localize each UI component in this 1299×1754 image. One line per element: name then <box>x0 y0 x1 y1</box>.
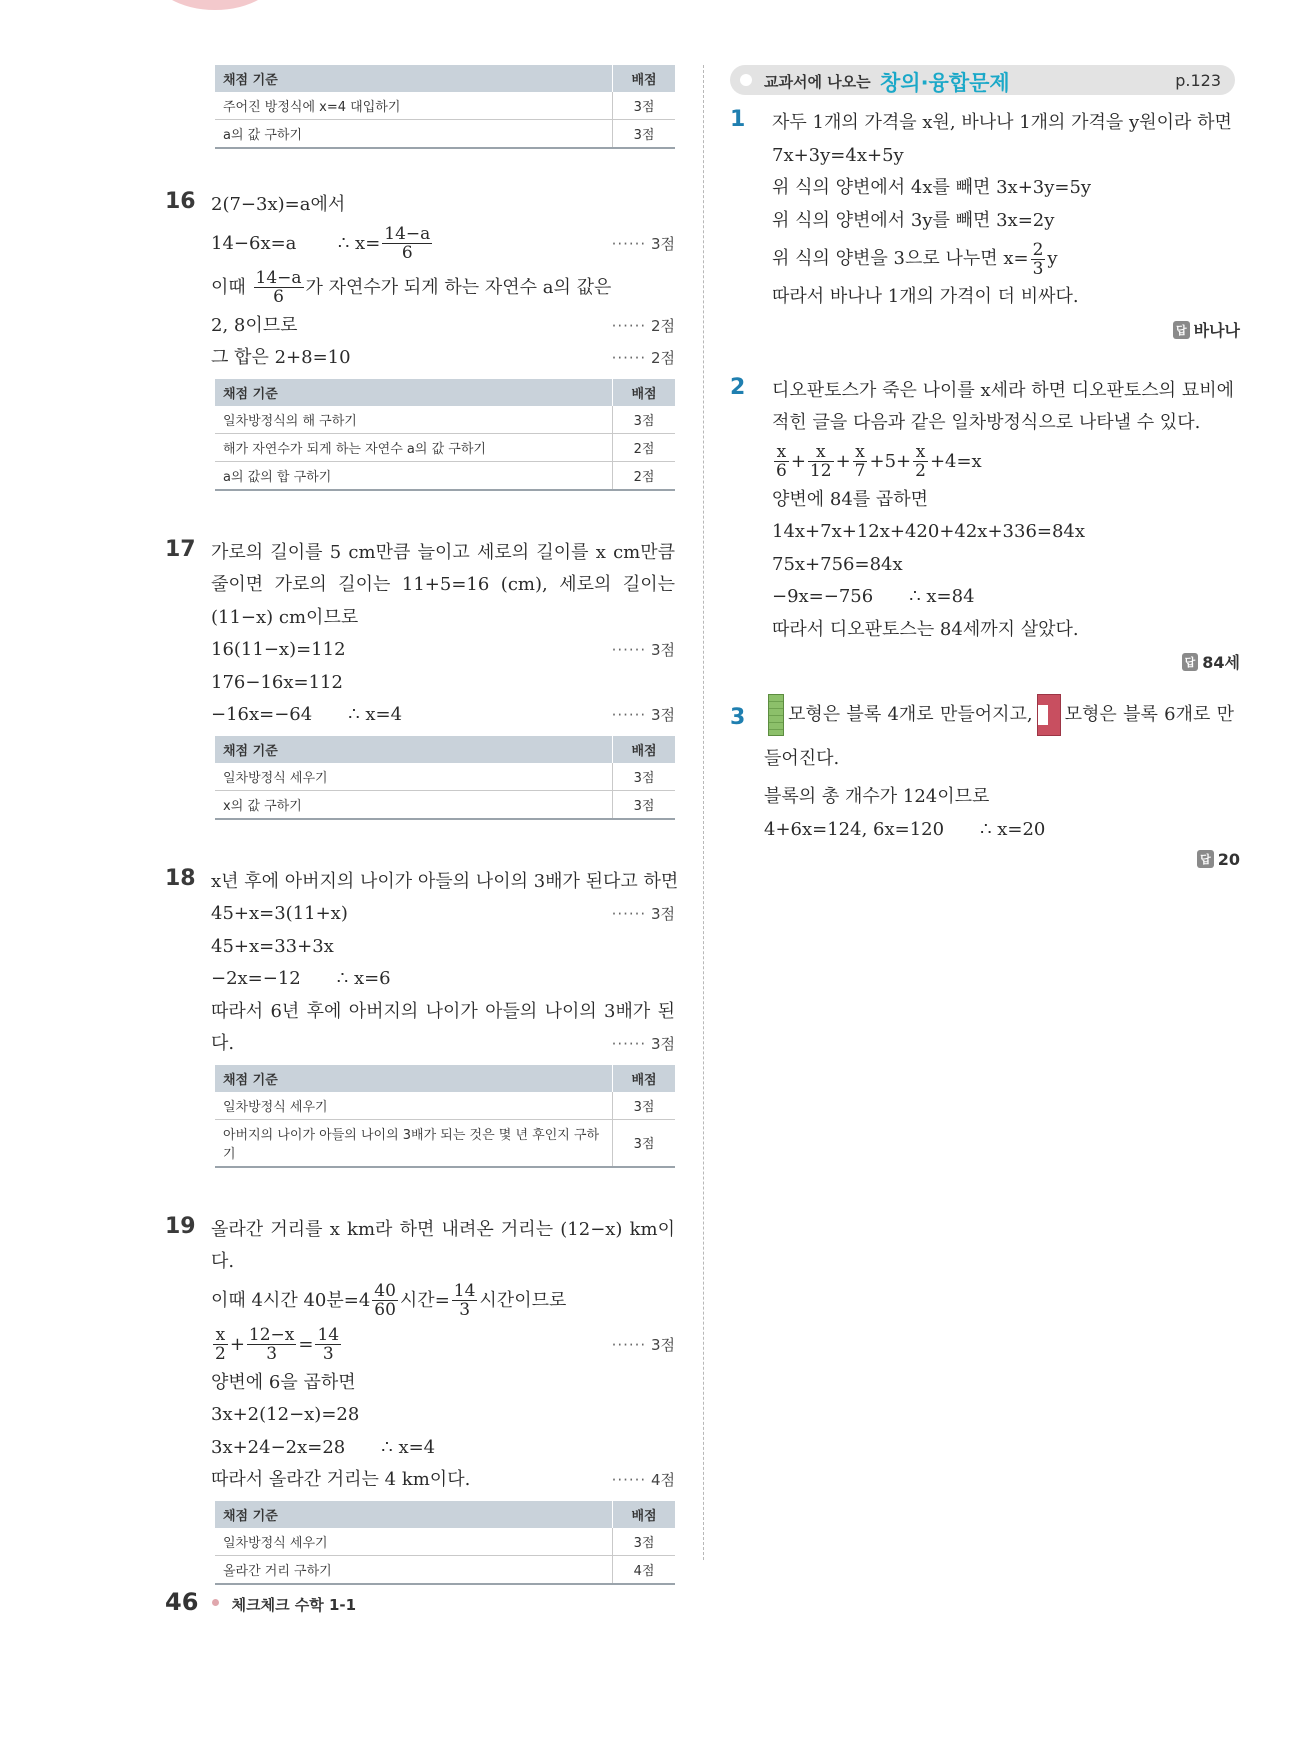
table-header: 채점 기준 <box>215 379 613 406</box>
scoring-table-15 <box>215 65 675 149</box>
table-row <box>215 790 675 819</box>
solution-line <box>772 614 1234 647</box>
section-banner <box>730 65 1235 95</box>
table-cell: 3점 <box>613 1092 676 1120</box>
line-text: 16(11−x)=112 <box>211 639 346 660</box>
points-label: ······ 3점 <box>611 1035 675 1053</box>
table-cell: 해가 자연수가 되게 하는 자연수 a의 값 구하기 <box>215 433 613 461</box>
line-text: 14−6x=a <box>211 232 297 254</box>
answer-text: 바나나 <box>1193 320 1240 340</box>
problem-3 <box>730 693 1240 869</box>
bullet-icon <box>740 74 752 86</box>
solution-line <box>211 898 675 931</box>
table-cell: x의 값 구하기 <box>215 790 613 819</box>
table-cell: 일차방정식 세우기 <box>215 1528 613 1556</box>
problem-number: 3 <box>730 705 746 730</box>
line-text: 양변에 6을 곱하면 <box>211 1371 356 1393</box>
points-label: ······ 3점 <box>611 706 675 724</box>
problem-number: 19 <box>165 1213 196 1239</box>
table-row <box>215 120 675 149</box>
scoring-table-17 <box>215 736 675 820</box>
page-number: 46 <box>165 1588 199 1616</box>
table-cell: 일차방정식 세우기 <box>215 763 613 791</box>
table-cell: 3점 <box>613 92 676 120</box>
table-cell: 3점 <box>613 120 676 149</box>
solution-line <box>772 549 1234 582</box>
solution-line <box>211 189 675 222</box>
table-cell: 3점 <box>613 1119 676 1167</box>
table-cell: 3점 <box>613 790 676 819</box>
answer-text: 84세 <box>1202 653 1240 672</box>
problem-number: 17 <box>165 536 196 562</box>
table-cell: 2점 <box>613 433 676 461</box>
table-cell: 3점 <box>613 406 676 434</box>
solution-line <box>211 310 675 343</box>
points-label: ······ 3점 <box>611 234 675 253</box>
book-title: 체크체크 수학 1-1 <box>231 1596 357 1614</box>
scoring-table-19 <box>215 1501 675 1585</box>
table-cell: 일차방정식 세우기 <box>215 1092 613 1120</box>
line-text: 176−16x=112 <box>211 671 343 693</box>
solution-line <box>211 699 675 732</box>
table-row <box>215 1555 675 1584</box>
line-text: 4+6x=124, 6x=120 <box>764 818 945 840</box>
answer <box>730 650 1240 673</box>
line-text: 따라서 바나나 1개의 가격이 더 비싸다. <box>772 286 1079 307</box>
problem-number: 1 <box>730 107 746 132</box>
problem-number: 18 <box>165 865 196 891</box>
line-text: 3x+2(12−x)=28 <box>211 1404 360 1425</box>
solution-line <box>772 237 1234 281</box>
answer <box>730 318 1240 341</box>
solution-line <box>211 866 679 899</box>
line-text: 자두 1개의 가격을 x원, 바나나 1개의 가격을 y원이라 하면 <box>772 112 1232 133</box>
line-text: +4=x <box>929 450 982 472</box>
table-header: 채점 기준 <box>215 736 613 763</box>
answer-tag: 답 <box>1173 321 1190 339</box>
answer <box>730 850 1240 869</box>
solution-line <box>772 581 1234 614</box>
solution-line <box>211 1323 675 1367</box>
scoring-table-16 <box>215 379 675 491</box>
points-label: ······ 3점 <box>611 641 675 659</box>
line-text: 위 식의 양변에서 4x를 빼면 3x+3y=5y <box>772 177 1092 198</box>
points-label: ······ 2점 <box>611 349 675 367</box>
line-text: −2x=−12 <box>211 968 301 989</box>
line-text: + <box>835 450 851 472</box>
line-text: 2, 8이므로 <box>211 314 298 336</box>
solution-line <box>764 781 1234 814</box>
solution-line <box>211 667 675 700</box>
fraction: $\frac{x}{6}$ <box>776 442 787 481</box>
table-row <box>215 461 675 490</box>
table-cell: 2점 <box>613 461 676 490</box>
line-text: 위 식의 양변에서 3y를 빼면 3x=2y <box>772 209 1055 231</box>
table-header: 배점 <box>613 1065 676 1092</box>
line-text: 따라서 올라간 거리는 4 km이다. <box>211 1469 471 1490</box>
problem-19 <box>165 1214 685 1585</box>
problem-2 <box>730 375 1240 674</box>
line-text: ∴ x= <box>337 232 381 254</box>
solution-line <box>772 107 1234 140</box>
solution-line <box>211 266 675 310</box>
table-row <box>215 1119 675 1167</box>
fraction: $\frac{x}{2}$ <box>215 1325 226 1364</box>
banner-prefix: 교과서에 나오는 <box>764 73 871 91</box>
line-text: x년 후에 아버지의 나이가 아들의 나이의 3배가 된다고 하면 <box>211 870 679 892</box>
problem-18 <box>165 866 685 1168</box>
line-text: 모형은 블록 4개로 만들어지고, <box>788 704 1033 725</box>
solution-line <box>772 172 1234 205</box>
solution-line <box>211 342 675 375</box>
table-cell: a의 값 구하기 <box>215 120 613 149</box>
table-cell: 4점 <box>613 1555 676 1584</box>
solution-line <box>211 963 675 996</box>
table-cell: 아버지의 나이가 아들의 나이의 3배가 되는 것은 몇 년 후인지 구하기 <box>215 1119 613 1167</box>
line-text: 이때 <box>211 276 246 298</box>
points-label: ······ 3점 <box>611 905 675 923</box>
solution-line <box>764 693 1234 781</box>
line-text: 2(7−3x)=a에서 <box>211 194 346 215</box>
line-text: + <box>229 1333 245 1355</box>
table-cell: 3점 <box>613 763 676 791</box>
green-block-model-icon <box>768 694 784 736</box>
line-text: 블록의 총 개수가 124이므로 <box>764 786 990 807</box>
solution-line <box>772 281 1234 314</box>
line-text: y <box>1047 248 1058 269</box>
fraction: $\frac{14-a}{6}$ <box>255 268 302 307</box>
problem-number: 2 <box>730 374 746 400</box>
solution-line <box>211 537 675 635</box>
solution-line <box>211 1367 675 1400</box>
line-text: 75x+756=84x <box>772 553 903 575</box>
corner-decoration <box>150 0 280 10</box>
table-cell: 일차방정식의 해 구하기 <box>215 406 613 434</box>
fraction: $\frac{x}{12}$ <box>809 442 832 481</box>
table-row <box>215 433 675 461</box>
line-text: 따라서 디오판토스는 84세까지 살았다. <box>772 618 1079 640</box>
solution-line <box>211 222 675 266</box>
solution-line <box>211 1399 675 1432</box>
solution-line <box>211 1464 675 1497</box>
line-text: 45+x=33+3x <box>211 935 334 957</box>
line-text: 45+x=3(11+x) <box>211 903 348 924</box>
solution-line <box>211 1214 675 1279</box>
right-column <box>730 65 1240 869</box>
problem-16 <box>165 189 685 491</box>
line-text: 가 자연수가 되게 하는 자연수 a의 값은 <box>305 276 612 298</box>
page-reference: p.123 <box>1175 71 1221 90</box>
line-text: + <box>790 450 806 472</box>
line-text: ∴ x=84 <box>909 586 975 607</box>
solution-line <box>772 375 1234 440</box>
line-text: 모형은 블록 6개로 만들어진다. <box>764 704 1234 769</box>
table-header: 채점 기준 <box>215 1065 613 1092</box>
column-divider <box>703 65 704 1560</box>
table-header: 배점 <box>613 379 676 406</box>
table-row <box>215 92 675 120</box>
table-header: 배점 <box>613 736 676 763</box>
fraction: $\frac{x}{7}$ <box>854 442 866 481</box>
solution-line <box>772 205 1234 238</box>
line-text: ∴ x=20 <box>980 818 1046 840</box>
line-text: ∴ x=6 <box>336 968 391 989</box>
line-text: 양변에 84를 곱하면 <box>772 488 929 510</box>
line-text: 위 식의 양변을 3으로 나누면 x= <box>772 248 1029 269</box>
table-row <box>215 763 675 791</box>
line-text: +5+ <box>869 450 912 472</box>
table-cell: 3점 <box>613 1528 676 1556</box>
answer-tag: 답 <box>1197 850 1214 868</box>
solution-line <box>772 140 1234 173</box>
fraction: $\frac{14}{3}$ <box>317 1325 340 1364</box>
solution-line <box>211 931 675 964</box>
points-label: ······ 2점 <box>611 316 675 335</box>
scoring-table-18 <box>215 1065 675 1168</box>
line-text: = <box>298 1333 314 1355</box>
banner-title: 창의·융합문제 <box>880 71 1010 95</box>
line-text: ∴ x=4 <box>381 1436 436 1458</box>
footer-dot-icon <box>212 1599 219 1606</box>
fraction: $\frac{14-a}{6}$ <box>384 224 431 263</box>
table-header: 배점 <box>613 1501 676 1528</box>
line-text: 14x+7x+12x+420+42x+336=84x <box>772 521 1086 542</box>
line-text: 올라간 거리를 x km라 하면 내려온 거리는 (12−x) km이다. <box>211 1218 675 1272</box>
line-text: 3x+24−2x=28 <box>211 1436 346 1458</box>
line-text: 가로의 길이를 5 cm만큼 늘이고 세로의 길이를 x cm만큼 줄이면 가로의 길이는 11+5=16 (cm), 세로의 길이는 (11−x) cm이므로 <box>211 541 675 628</box>
line-text: 시간= <box>399 1289 450 1311</box>
solution-line <box>772 484 1234 517</box>
solution-line <box>764 814 1234 847</box>
line-text: 디오판토스가 죽은 나이를 x세라 하면 디오판토스의 묘비에 적힌 글을 다음과 같은 일차방정식으로 나타낼 수 있다. <box>772 379 1234 433</box>
line-text: ∴ x=4 <box>348 704 403 725</box>
table-header: 배점 <box>613 65 676 92</box>
solution-line <box>772 440 1234 484</box>
line-text: 이때 4시간 40분=4 <box>211 1289 371 1311</box>
solution-line <box>211 996 675 1061</box>
table-cell: 주어진 방정식에 x=4 대입하기 <box>215 92 613 120</box>
answer-tag: 답 <box>1182 653 1199 671</box>
solution-line <box>211 1279 675 1323</box>
fraction: $\frac{x}{2}$ <box>915 442 926 481</box>
table-cell: 올라간 거리 구하기 <box>215 1555 613 1584</box>
solution-line <box>211 634 675 667</box>
line-text: 따라서 6년 후에 아버지의 나이가 아들의 나이의 3배가 된다. <box>211 1000 675 1054</box>
table-cell: a의 값의 합 구하기 <box>215 461 613 490</box>
problem-1 <box>730 107 1240 341</box>
line-text: −9x=−756 <box>772 586 874 607</box>
fraction: $\frac{40}{60}$ <box>374 1281 396 1320</box>
problem-number: 16 <box>165 189 196 214</box>
fraction: $\frac{14}{3}$ <box>453 1281 476 1320</box>
fraction: $\frac{2}{3}$ <box>1032 239 1044 279</box>
table-row <box>215 1092 675 1120</box>
table-header: 채점 기준 <box>215 1501 613 1528</box>
points-label: ······ 4점 <box>611 1471 675 1489</box>
solution-line <box>211 1432 675 1465</box>
line-text: 그 합은 2+8=10 <box>211 347 351 368</box>
line-text: 7x+3y=4x+5y <box>772 144 904 166</box>
table-row <box>215 406 675 434</box>
table-row <box>215 1528 675 1556</box>
left-column <box>165 65 685 1585</box>
line-text: −16x=−64 <box>211 704 313 725</box>
problem-17 <box>165 537 685 820</box>
solution-line <box>772 516 1234 549</box>
red-block-model-icon <box>1037 694 1061 736</box>
fraction: $\frac{12-x}{3}$ <box>248 1325 295 1364</box>
page-footer <box>165 1588 356 1616</box>
table-header: 채점 기준 <box>215 65 613 92</box>
answer-text: 20 <box>1217 850 1240 869</box>
points-label: ······ 3점 <box>611 1335 675 1354</box>
line-text: 시간이므로 <box>479 1289 567 1311</box>
